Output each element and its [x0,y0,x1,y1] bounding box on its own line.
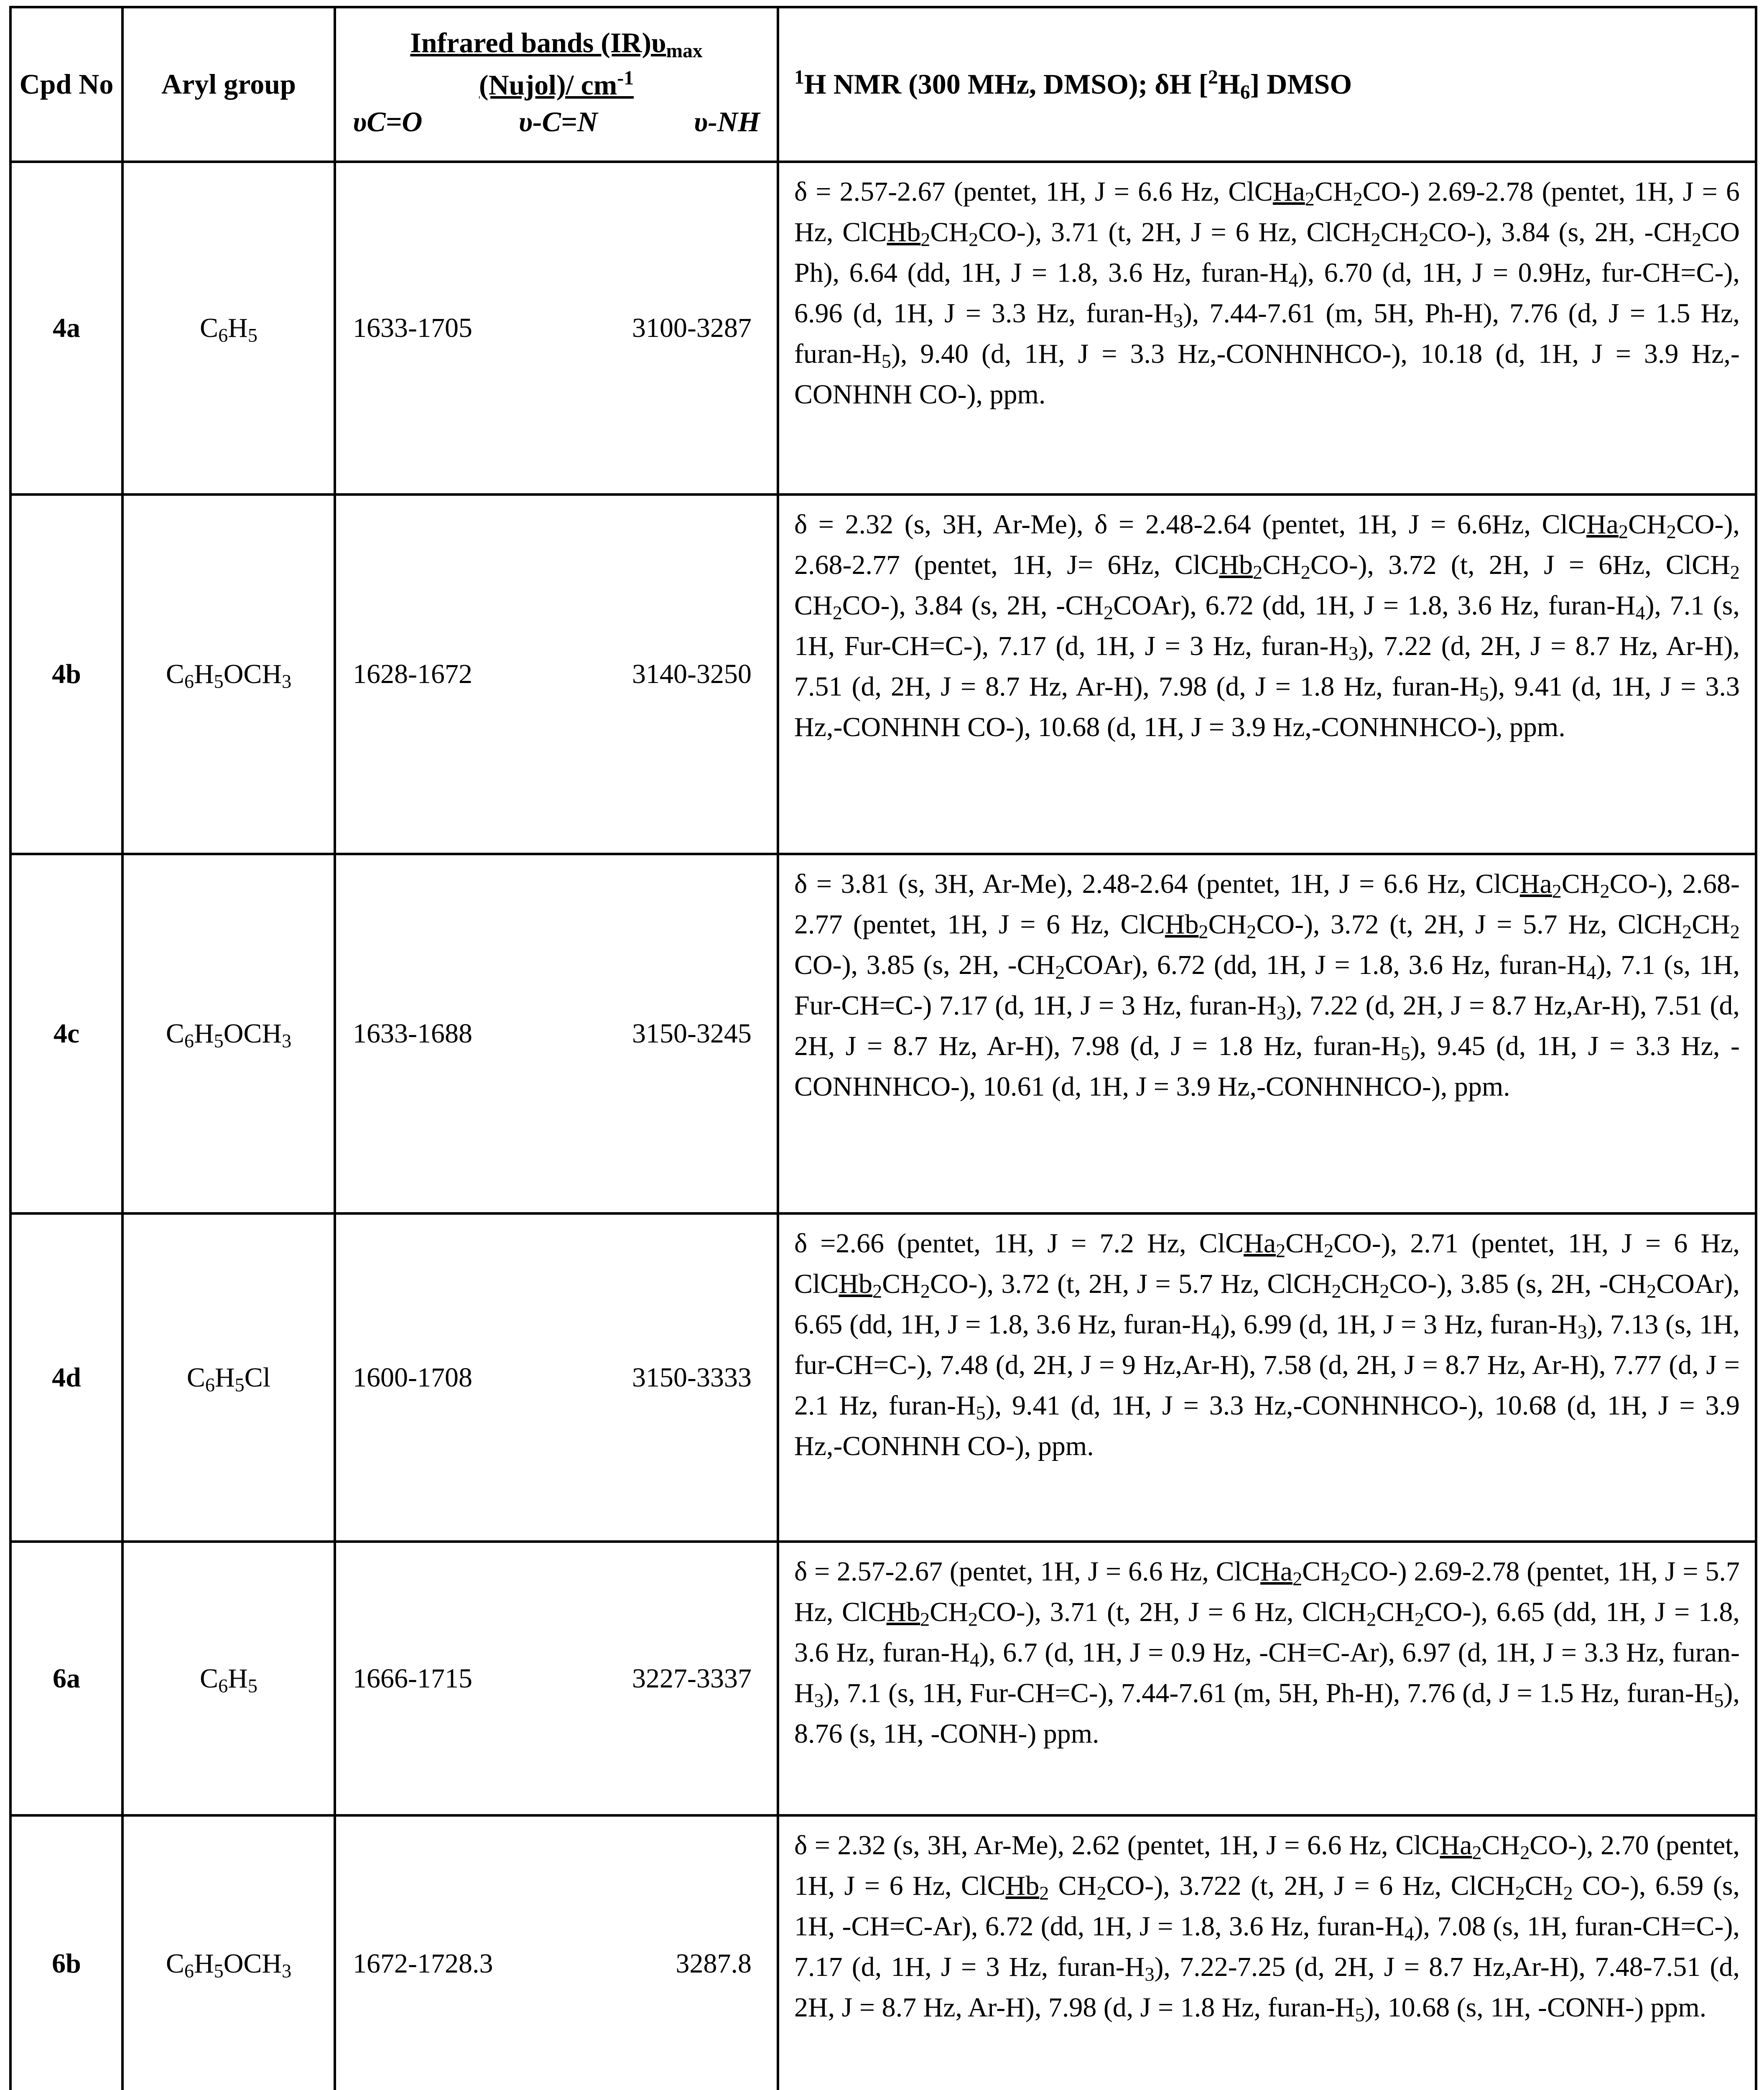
header-cpd-no: Cpd No [10,7,122,162]
ir-values [335,1213,778,1542]
cpd-number: 6a [10,1542,122,1815]
ir-nh-value: 3287.8 [676,1948,752,1979]
ir-values [335,162,778,494]
table-row [10,494,1756,854]
ir-nh-value: 3100-3287 [632,313,752,343]
nmr-description: δ = 2.57-2.67 (pentet, 1H, J = 6.6 Hz, $ClCHa_2CH_2CO-$) 2.69-2.78 (pentet, 1H, J = 6 Hz, $ClCHb_2CH_2CO-$), 3.71 (t, 2H, J = 6 Hz, $ClCH_2CH_2CO-$), 3.84 (s, 2H, $-CH_2CO$ Ph), 6.64 (dd, 1H, J = 1.8, 3.6 Hz, furan-$H_4$), 6.70 (d, 1H, J = 0.9Hz, fur-CH=C-), 6.96 (d, 1H, J = 3.3 Hz, furan-$H_3$), 7.44-7.61 (m, 5H, Ph-H), 7.76 (d, J = 1.5 Hz, furan-$H_5$), 9.40 (d, 1H, J = 3.3 Hz,-CONHNHCO-), 10.18 (d, 1H, J = 3.9 Hz,-CONHNH CO-), ppm. [778,162,1756,494]
header-ir-bands [335,7,778,162]
aryl-group: $C_6H_5OCH_3$ [122,854,335,1213]
table-row [10,854,1756,1213]
ir-values [335,1815,778,2090]
header-ir-subcolumns [336,102,777,139]
ir-values [335,1542,778,1815]
ir-nh-value: 3140-3250 [632,659,752,689]
nmr-ir-data-table [9,6,1757,2090]
aryl-group: $C_6H_5OCH_3$ [122,1815,335,2090]
nmr-description: δ =2.66 (pentet, 1H, J = 7.2 Hz, $ClCHa_2CH_2CO-$), 2.71 (pentet, 1H, J = 6 Hz, $ClCHb_2CH_2CO-$), 3.72 (t, 2H, J = 5.7 Hz, $ClCH_2CH_2CO-$), 3.85 (s, 2H, $-CH_2COAr$), 6.65 (dd, 1H, J = 1.8, 3.6 Hz, furan-$H_4$), 6.99 (d, 1H, J = 3 Hz, furan-$H_3$), 7.13 (s, 1H, fur-CH=C-), 7.48 (d, 2H, J = 9 Hz,Ar-H), 7.58 (d, 2H, J = 8.7 Hz, Ar-H), 7.77 (d, J = 2.1 Hz, furan-$H_5$), 9.41 (d, 1H, J = 3.3 Hz,-CONHNHCO-), 10.68 (d, 1H, J = 3.9 Hz,-CONHNH CO-), ppm. [778,1213,1756,1542]
aryl-group: $C_6H_5Cl$ [122,1213,335,1542]
cpd-number: 4c [10,854,122,1213]
ir-values [335,854,778,1213]
nmr-description: δ = 3.81 (s, 3H, Ar-Me), 2.48-2.64 (pentet, 1H, J = 6.6 Hz, $ClCHa_2CH_2CO-$), 2.68-2.77 (pentet, 1H, J = 6 Hz, $ClCHb_2CH_2CO-$), 3.72 (t, 2H, J = 5.7 Hz, $ClCH_2CH_2$ CO-), 3.85 (s, 2H, $-CH_2COAr$), 6.72 (dd, 1H, J = 1.8, 3.6 Hz, furan-$H_4$), 7.1 (s, 1H, Fur-CH=C-) 7.17 (d, 1H, J = 3 Hz, furan-$H_3$), 7.22 (d, 2H, J = 8.7 Hz,Ar-H), 7.51 (d, 2H, J = 8.7 Hz, Ar-H), 7.98 (d, J = 1.8 Hz, furan-$H_5$), 9.45 (d, 1H, J = 3.3 Hz, -CONHNHCO-), 10.61 (d, 1H, J = 3.9 Hz,-CONHNHCO-), ppm. [778,854,1756,1213]
ir-nh-value: 3150-3245 [632,1018,752,1049]
cpd-number: 6b [10,1815,122,2090]
nmr-description: δ = 2.57-2.67 (pentet, 1H, J = 6.6 Hz, $ClCHa_2CH_2CO-$) 2.69-2.78 (pentet, 1H, J = 5.7 Hz, $ClCHb_2CH_2CO-$), 3.71 (t, 2H, J = 6 Hz, $ClCH_2CH_2CO-$), 6.65 (dd, 1H, J = 1.8, 3.6 Hz, furan-$H_4$), 6.7 (d, 1H, J = 0.9 Hz, -CH=C-Ar), 6.97 (d, 1H, J = 3.3 Hz, furan-$H_3$), 7.1 (s, 1H, Fur-CH=C-), 7.44-7.61 (m, 5H, Ph-H), 7.76 (d, J = 1.5 Hz, furan-$H_5$), 8.76 (s, 1H, -CONH-) ppm. [778,1542,1756,1815]
header-aryl-group: Aryl group [122,7,335,162]
cpd-number: 4d [10,1213,122,1542]
cpd-number: 4a [10,162,122,494]
ir-co-value: 1672-1728.3 [353,1948,493,1979]
ir-co-value: 1666-1715 [353,1663,472,1694]
table-row [10,162,1756,494]
ir-co-value: 1628-1672 [353,659,472,689]
cpd-number: 4b [10,494,122,854]
ir-co-value: 1633-1688 [353,1018,472,1049]
ir-co-value: 1633-1705 [353,313,472,343]
table-row [10,1542,1756,1815]
ir-values [335,494,778,854]
ir-nh-value: 3150-3333 [632,1362,752,1393]
header-nmr: $^1$H NMR (300 MHz, DMSO); δH $[^2H_6]$ DMSO [778,7,1756,162]
header-ir-co: υC=O [353,105,423,138]
table-row [10,1213,1756,1542]
ir-co-value: 1600-1708 [353,1362,472,1393]
aryl-group: $C_6H_5$ [122,162,335,494]
nmr-description: δ = 2.32 (s, 3H, Ar-Me), δ = 2.48-2.64 (pentet, 1H, J = 6.6Hz, $ClCHa_2CH_2CO-$), 2.68-2.77 (pentet, 1H, J= 6Hz, $ClCHb_2CH_2CO-$), 3.72 (t, 2H, J = 6Hz, ClCH$_2$ $CH_2CO-$), 3.84 (s, 2H, $-CH_2COAr$), 6.72 (dd, 1H, J = 1.8, 3.6 Hz, furan-$H_4$), 7.1 (s, 1H, Fur-CH=C-), 7.17 (d, 1H, J = 3 Hz, furan-$H_3$), 7.22 (d, 2H, J = 8.7 Hz, Ar-H), 7.51 (d, 2H, J = 8.7 Hz, Ar-H), 7.98 (d, J = 1.8 Hz, furan-$H_5$), 9.41 (d, 1H, J = 3.3 Hz,-CONHNH CO-), 10.68 (d, 1H, J = 3.9 Hz,-CONHNHCO-), ppm. [778,494,1756,854]
header-row [10,7,1756,162]
aryl-group: $C_6H_5OCH_3$ [122,494,335,854]
header-ir-cn: υ-C=N [518,105,598,138]
ir-nh-value: 3227-3337 [632,1663,752,1694]
aryl-group: $C_6H_5$ [122,1542,335,1815]
header-ir-nh: υ-NH [694,105,760,138]
header-ir-title: Infrared bands $(IR)\upsilon_{max}$ [410,26,703,62]
table-row [10,1815,1756,2090]
header-ir-unit: (Nujol)/ $cm^{-1}$ [479,67,634,101]
nmr-description: δ = 2.32 (s, 3H, Ar-Me), 2.62 (pentet, 1H, J = 6.6 Hz, $ClCHa_2CH_2CO-$), 2.70 (pentet, 1H, J = 6 Hz, ClCHb$_2$ $CH_2CO-$), 3.722 (t, 2H, J = 6 Hz, $ClCH_2CH_2$ CO-), 6.59 (s, 1H, -CH=C-Ar), 6.72 (dd, 1H, J = 1.8, 3.6 Hz, furan-$H_4$), 7.08 (s, 1H, furan-CH=C-), 7.17 (d, 1H, J = 3 Hz, furan-$H_3$), 7.22-7.25 (d, 2H, J = 8.7 Hz,Ar-H), 7.48-7.51 (d, 2H, J = 8.7 Hz, Ar-H), 7.98 (d, J = 1.8 Hz, furan-$H_5$), 10.68 (s, 1H, -CONH-) ppm. [778,1815,1756,2090]
